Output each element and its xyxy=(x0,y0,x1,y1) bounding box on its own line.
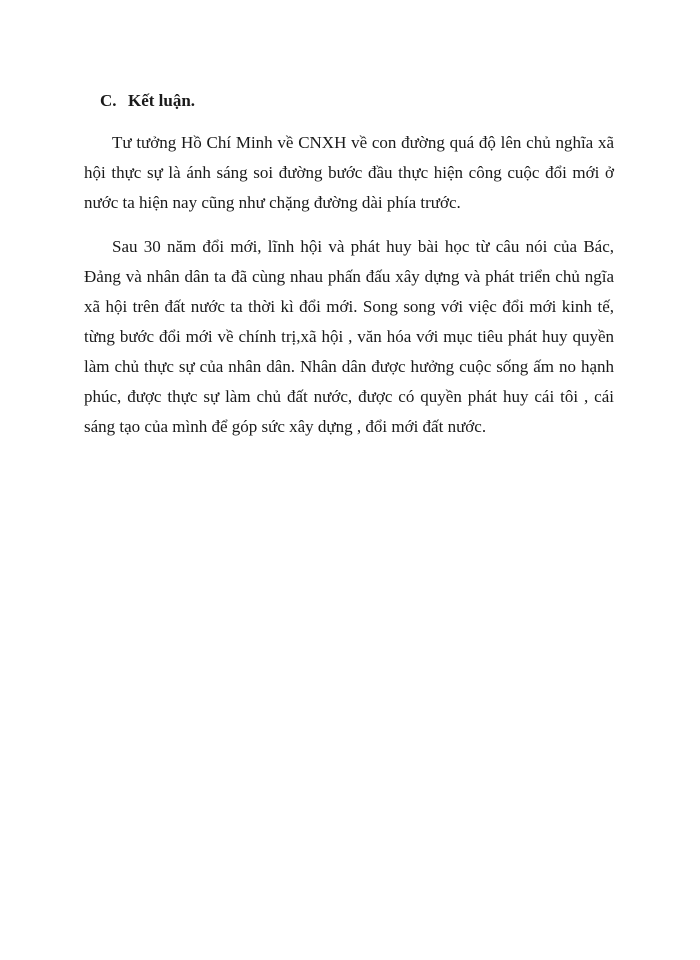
paragraph: Sau 30 năm đổi mới, lĩnh hội và phát huy bài học từ câu nói của Bác, Đảng và nhân dân ta đã cùng nhau phấn đấu xây dựng và phát triển chủ ngĩa xã hội trên đất nước ta thời kì đổi mới. Song song với việc đổi mới kinh tế, từng bước đổi mới về chính trị,xã hội , văn hóa với mục tiêu phát huy quyền làm chủ thực sự của nhân dân. Nhân dân được hưởng cuộc sống ấm no hạnh phúc, được thực sự làm chủ đất nước, được có quyền phát huy cái tôi , cái sáng tạo của mình để góp sức xây dựng , đổi mới đất nước. xyxy=(84,237,614,436)
section-heading xyxy=(84,86,614,116)
section-marker: C. xyxy=(100,91,117,110)
paragraph: Tư tưởng Hồ Chí Minh về CNXH về con đường quá độ lên chủ nghĩa xã hội thực sự là ánh sáng soi đường bước đầu thực hiện công cuộc đổi mới ở nước ta hiện nay cũng như chặng đường dài phía trước. xyxy=(84,133,614,212)
section-title: Kết luận. xyxy=(128,91,196,110)
document-body xyxy=(84,86,614,456)
